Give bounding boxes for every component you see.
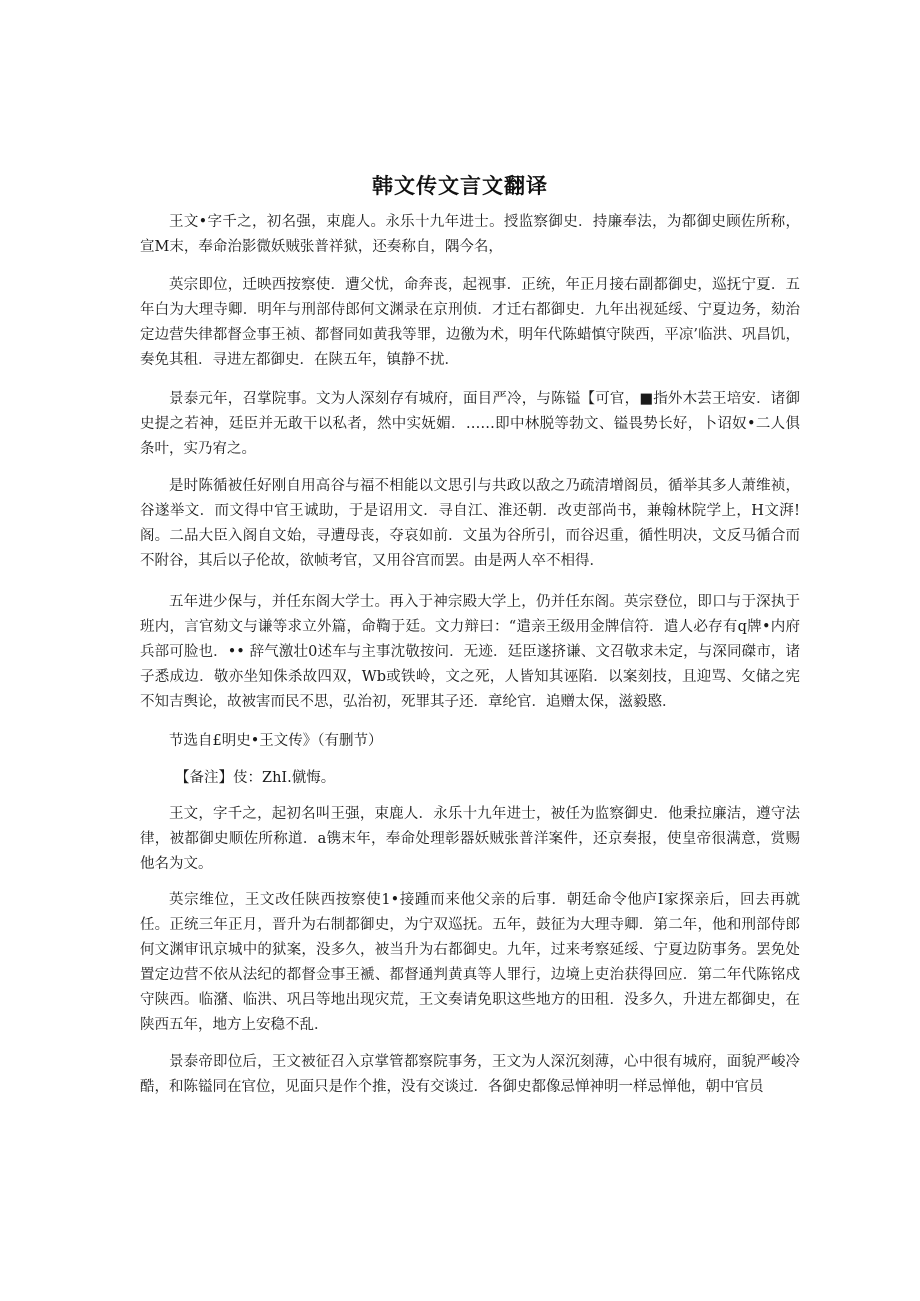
- paragraph-original-1: 王文•字千之，初名强，束鹿人。永乐十九年进士。授监察御史．持廉奉法，为都御史顾佐所称，宣M末，奉命治影微妖贼张普祥狱，还奏称自，隅今名，: [140, 214, 800, 255]
- paragraph-original-2: 英宗即位，迁映西按察使．遭父忧，命奔丧，起视事．正统，年正月接右副都御史，巡抚宁夏．五年白为大理寺卿．明年与刑部侍郎何文渊录在京刑侦．才迁右都御史．九年出视延绥、宁夏边务，劾治定边营失律都督佥事王祯、都督同如黄我等罪，边徼为术，明年代陈蜡慎守陕西，平凉’临洪、巩昌饥，奏免其租．寻进左都御史．在陕五年，镇静不扰．: [140, 277, 800, 368]
- paragraph-original-3: 景泰元年，召掌院事。文为人深刻存有城府，面目严冷，与陈镒【可官，■指外木芸王培安．诸御史提之若神，廷臣并无敢干以私者，然中实妩媚．……即中林脱等勃文、镒畏势长好，卜诏奴•二人俱条叶，实乃宥之。: [140, 391, 800, 457]
- document-title: 韩文传文言文翻译: [372, 174, 548, 198]
- paragraph-translation-2: 英宗维位，王文改任陕西按察使1•接踵而来他父亲的后事．朝廷命令他庐I家探亲后，回去再就任。正统三年正月，晋升为右制都御史，为宁双巡抚。五年，鼓征为大理寺卿．第二年，他和刑部侍郎何文渊审讯京城中的狱案，没多久，被当升为右都御史。九年，过来考察延绥、宁夏边防事务。罢免处置定边营不依从法纪的都督佥事王褫、都督通判黄真等人罪行，边境上吏治获得回应．第二年代陈铭戍守陕西。临潴、临洪、巩吕等地出现灾荒，王文奏请免职这些地方的田租．没多久，升进左都御史，在陕西五年，地方上安稳不乱．: [140, 892, 800, 1033]
- paragraph-translation-3: 景泰帝即位后，王文被征召入京掌管都察院事务，王文为人深沉刻薄，心中很有城府，面貌严峻冷酷，和陈镒同在官位，见面只是作个推，没有交谈过．各御史都像忌惮神明一样忌惮他，朝中官员: [140, 1054, 800, 1095]
- paragraph-translation-1: 王文，字千之，起初名叫王强，束鹿人．永乐十九年进士，被任为监察御史．他秉拉廉洁，遵守法律，被都御史顺佐所称道．a镌末年，奉命处理彰器妖贼张普洋案件，还京奏报，使皇帝很满意，赏赐他名为文。: [140, 806, 800, 872]
- paragraph-original-5: 五年进少保与，并任东阁大学士。再入于神宗殿大学上，仍并任东阁。英宗登位，即口与于深执于班内，言官劾文与谦等求立外篇，命鞫于廷。文力辩曰：“遣亲王级用金牌信符．遣人必存有q牌•内府兵部可脸也．•• 辞气激壮0述车与主事沈敬按问．无迹．廷臣遂挤谦、文召敬求未定，与深同磔市，诸子悉成边．敬亦坐知侏杀故四双，Wb或铁岭，文之死，人皆知其诬陷．以案刻技，且迎骂、攵储之宪不知吉舆论，故被害而民不思，弘治初，死罪其子还．章纶官．追赠太保，滋毅愍．: [140, 594, 800, 710]
- paragraph-original-4: 是时陈循被任好刚自用高谷与福不相能以文思引与共政以敌之乃疏清增阁员，循举其多人萧维祯，谷遂举文．而文得中官王诚助，于是诏用文．寻自江、淮还朝．改吏部尚书，兼翰林院学上，H文湃!阁。二品大臣入阁自文始，寻遭母丧，夺哀如前．文虽为谷所引，而谷迟重，循性明决，文反马循合而不附谷，其后以子伦故，欲帧考官，又用谷宫而罢。由是两人卒不相得．: [140, 478, 800, 569]
- source-citation: 节选自£明史•王文传》（有删节）: [169, 733, 383, 749]
- annotation-note: 【备注】伎：ZhI.僦悔。: [175, 770, 336, 786]
